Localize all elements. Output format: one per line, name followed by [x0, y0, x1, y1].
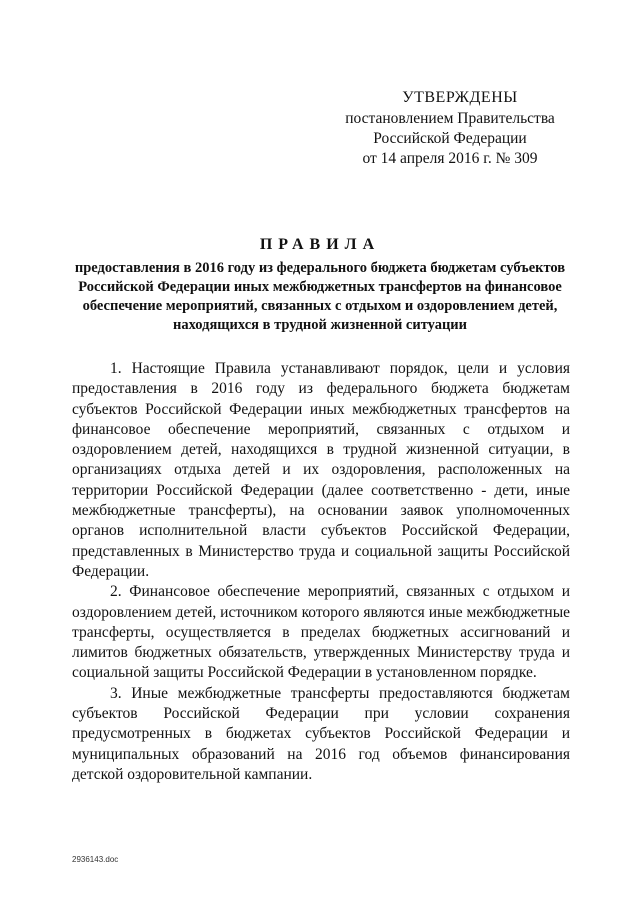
- approval-block: [330, 88, 570, 169]
- file-name-footer: 2936143.doc: [72, 855, 119, 864]
- paragraph-2: 2. Финансовое обеспечение мероприятий, связанных с отдыхом и оздоровлением детей, источником которого являются иные межбюджетные трансферты, осуществляется в пределах бюджетных ассигнований и лимитов бюджетных обязательств, утвержденных Министерству труда и социальной защиты Российской Федерации в установленном порядке.: [72, 583, 570, 682]
- document-body: [72, 359, 570, 785]
- paragraph-3: 3. Иные межбюджетные трансферты предоставляются бюджетам субъектов Российской Федерации при условии сохранения предусмотренных в бюджетах субъектов Российской Федерации и муниципальных образований на 2016 год объемов финансирования детской оздоровительной кампании.: [72, 684, 570, 783]
- approval-line-3: от 14 апреля 2016 г. № 309: [362, 150, 538, 167]
- approval-heading: УТВЕРЖДЕНЫ: [402, 89, 518, 106]
- approval-line-1: постановлением Правительства: [345, 110, 555, 127]
- approval-line-2: Российской Федерации: [373, 130, 527, 147]
- paragraph-1: 1. Настоящие Правила устанавливают порядок, цели и условия предоставления в 2016 году из федерального бюджета бюджетам субъектов Российской Федерации иных межбюджетных трансфертов на финансовое обеспечение мероприятий, связанных с отдыхом и оздоровлением детей, находящихся в трудной жизненной ситуации, в организациях отдыха детей и их оздоровления, расположенных на территории Российской Федерации (далее соответственно - дети, иные межбюджетные трансферты), на основании заявок уполномоченных органов исполнительной власти субъектов Российской Федерации, представленных в Министерство труда и социальной защиты Российской Федерации.: [72, 360, 570, 580]
- document-subtitle: предоставления в 2016 году из федерального бюджета бюджетам субъектов Российской Федерации иных межбюджетных трансфертов на финансовое обеспечение мероприятий, связанных с отдыхом и оздоровлением детей, находящихся в трудной жизненной ситуации: [74, 260, 566, 333]
- document-title: ПРАВИЛА: [259, 236, 381, 253]
